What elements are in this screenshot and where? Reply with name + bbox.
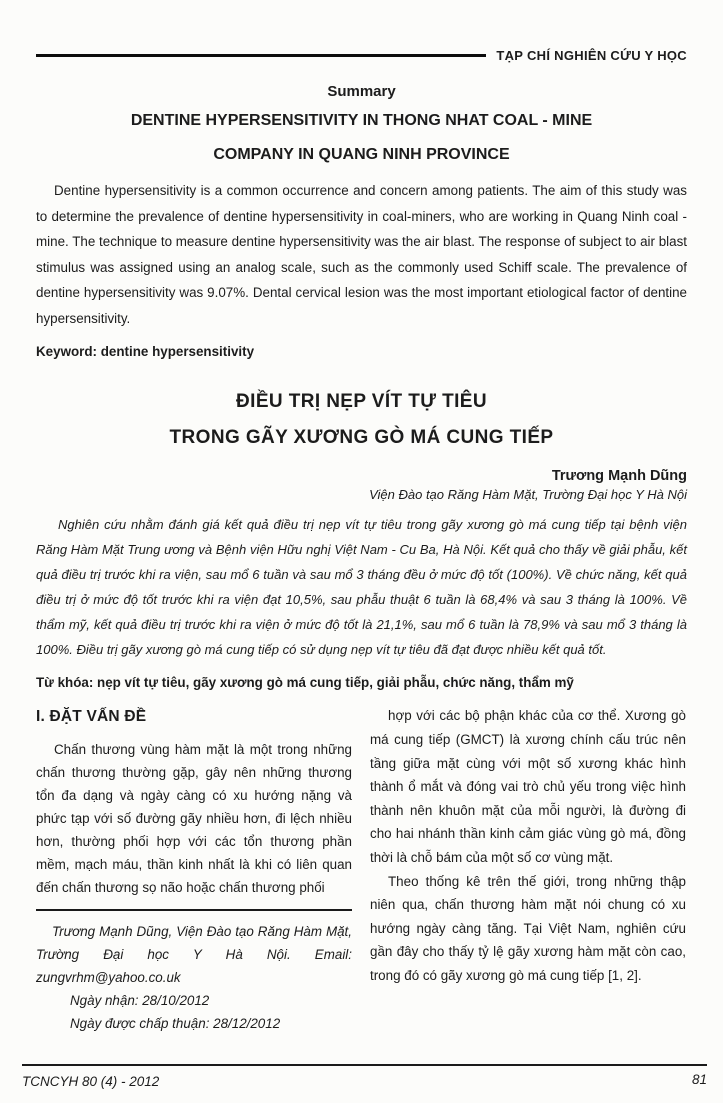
- footnote-received-line: Ngày nhận: 28/10/2012: [70, 993, 210, 1009]
- page-footer: [22, 1064, 707, 1089]
- left-column: [36, 704, 352, 1035]
- footnote-block: [36, 909, 352, 1035]
- footer-page-number: 81: [691, 1072, 707, 1087]
- footer-journal-ref: TCNCYH 80 (4) - 2012: [22, 1074, 160, 1089]
- summary-title-line2: COMPANY IN QUANG NINH PROVINCE: [213, 146, 510, 163]
- journal-title: TẠP CHÍ NGHIÊN CỨU Y HỌC: [496, 48, 687, 63]
- footer-rule: [22, 1064, 707, 1066]
- summary-keyword-line: Keyword: dentine hypersensitivity: [36, 344, 255, 360]
- summary-title-line1: DENTINE HYPERSENSITIVITY IN THONG NHAT COAL - MINE: [130, 112, 593, 129]
- author-affiliation: Viện Đào tạo Răng Hàm Mặt, Trường Đại học Y Hà Nội: [369, 487, 687, 503]
- header-rule: [36, 54, 486, 57]
- summary-abstract: Dentine hypersensitivity is a common occurrence and concern among patients. The aim of this study was to determine the prevalence of dentine hypersensitivity in coal-miners, who are working in Quang Ninh coal - mine. The technique to measure dentine hypersensitivity was the air blast. The response of subject to air blast stimulus was assigned using an analog scale, such as the commonly used Schiff scale. The prevalence of dentine hypersensitivity was 9.07%. Dental cervical lesion was the most important etiological factor of dentine hypersensitivity.: [36, 183, 687, 326]
- footnote-author-line: Trương Mạnh Dũng, Viện Đào tạo Răng Hàm Mặt, Trường Đại học Y Hà Nội. Email: zungvrhm@yahoo.co.uk: [36, 924, 352, 986]
- right-column-paragraph-2: Theo thống kê trên thế giới, trong những thập niên qua, chấn thương hàm mặt nói chung có xu hướng ngày càng tăng. Tại Việt Nam, nghiên cứu gần đây cho thấy tỷ lệ gãy xương hàm mặt còn cao, trong đó có gãy xương gò má cung tiếp [1, 2].: [370, 873, 686, 983]
- article-keywords-line: Từ khóa: nẹp vít tự tiêu, gãy xương gò má cung tiếp, giải phẫu, chức năng, thẩm mỹ: [36, 675, 574, 691]
- right-column: [370, 704, 686, 1035]
- article-title: [36, 384, 687, 456]
- page-header: [36, 48, 687, 63]
- article-abstract: Nghiên cứu nhằm đánh giá kết quả điều trị nẹp vít tự tiêu trong gãy xương gò má cung tiếp tại bệnh viện Răng Hàm Mặt Trung ương và Bệnh viện Hữu nghị Việt Nam - Cu Ba, Hà Nội. Kết quả cho thấy về giải phẫu, kết quả điều trị trước khi ra viện, sau mổ 6 tuần và sau mổ 3 tháng đều ở mức độ tốt (100%). Về chức năng, kết quả điều trị ở mức độ tốt trước khi ra viện đạt 10,5%, sau phẫu thuật 6 tuần là 68,4% và sau 3 tháng là 100%. Về thẩm mỹ, kết quả điều trị trước khi ra viện ở mức độ tốt là 21,1%, sau mổ 6 tuần là 78,9% và sau mổ 3 tháng là 100%. Điều trị gãy xương gò má cung tiếp có sử dụng nẹp vít tự tiêu đã đạt được nhiều kết quả tốt.: [36, 517, 687, 658]
- article-title-line2: TRONG GÃY XƯƠNG GÒ MÁ CUNG TIẾP: [169, 427, 554, 449]
- footnote-accepted-line: Ngày được chấp thuận: 28/12/2012: [70, 1016, 281, 1032]
- footer-row: [22, 1074, 707, 1089]
- right-column-paragraph-1: hợp với các bộ phận khác của cơ thể. Xương gò má cung tiếp (GMCT) là xương chính cấu trúc nên tầng giữa mặt cùng với một số xương khác hình thành ổ mắt và đóng vai trò chủ yếu trong việc hình thành nên khuôn mặt của mỗi người, là đường đi cho hai nhánh thần kinh cảm giác vùng gò má, đồng thời là chỗ bám của một số cơ vùng mặt.: [370, 708, 686, 865]
- author-name: Trương Mạnh Dũng: [551, 468, 687, 485]
- article-title-line1: ĐIỀU TRỊ NẸP VÍT TỰ TIÊU: [236, 391, 487, 413]
- body-columns: [36, 704, 687, 1035]
- summary-label: Summary: [327, 83, 396, 100]
- section1-heading: I. ĐẶT VẤN ĐỀ: [36, 708, 147, 726]
- summary-article-title: [36, 104, 687, 172]
- left-column-paragraph: Chấn thương vùng hàm mặt là một trong những chấn thương thường gặp, gây nên những thương tổn đa dạng và ngày càng có xu hướng nặng và phức tạp với số đường gãy nhiều hơn, đi lệch nhiều hơn, thường phối hợp với các tổn thương phần mềm, mạch máu, thần kinh nhất là khi có liên quan đến chấn thương sọ não hoặc chấn thương phối: [36, 742, 352, 896]
